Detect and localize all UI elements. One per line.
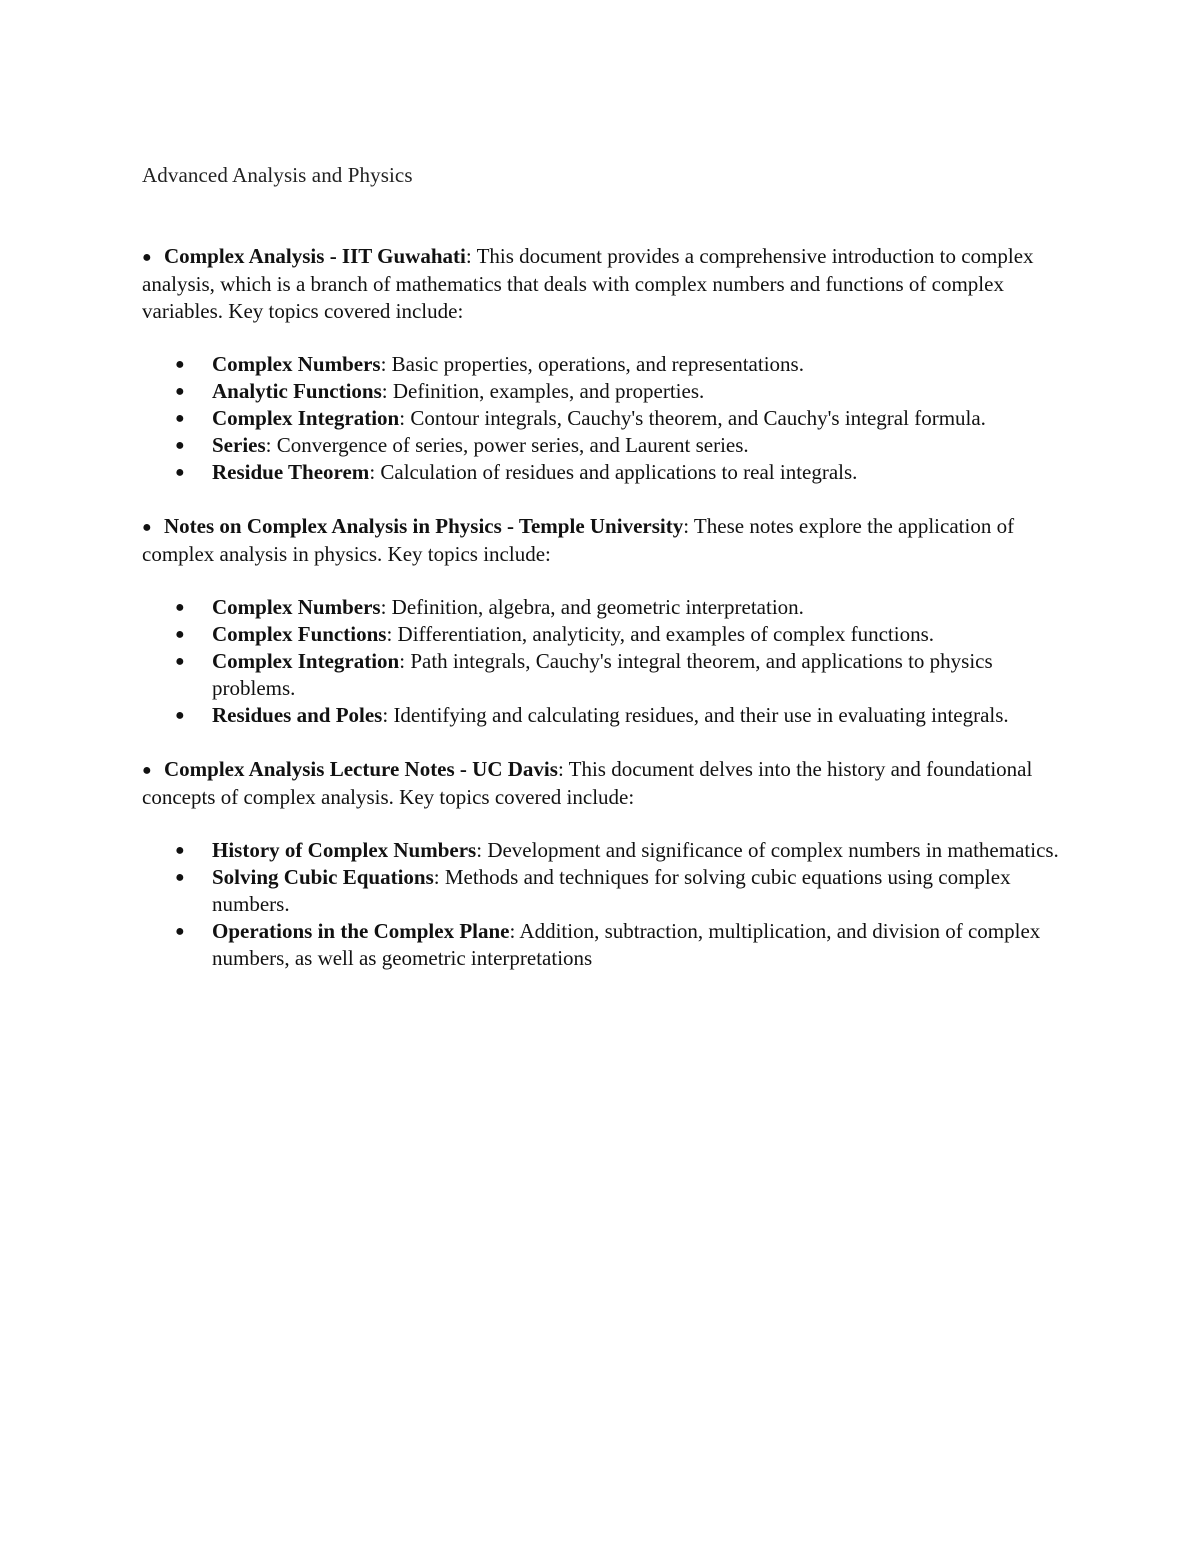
bullet-icon: ● xyxy=(142,249,152,266)
list-item xyxy=(142,459,1062,486)
bullet-icon: ● xyxy=(175,707,185,724)
topic-text: : Basic properties, operations, and representations. xyxy=(380,352,804,376)
bullet-icon: ● xyxy=(175,653,185,670)
bullet-icon: ● xyxy=(175,923,185,940)
topic-term: Residue Theorem xyxy=(212,460,370,484)
topic-term: Complex Numbers xyxy=(212,352,381,376)
list-item xyxy=(142,432,1062,459)
topic-text: : Differentiation, analyticity, and examples of complex functions. xyxy=(386,622,935,646)
topic-term: Complex Numbers xyxy=(212,595,381,619)
topic-list xyxy=(142,594,1062,729)
topic-term: Solving Cubic Equations xyxy=(212,865,434,889)
list-item xyxy=(142,594,1062,621)
bullet-icon: ● xyxy=(142,519,152,536)
topic-list xyxy=(142,837,1062,972)
topic-term: Series xyxy=(212,433,266,457)
topic-text: : Contour integrals, Cauchy's theorem, and Cauchy's integral formula. xyxy=(399,406,986,430)
topic-list xyxy=(142,351,1062,486)
bullet-icon: ● xyxy=(175,842,185,859)
topic-term: Complex Integration xyxy=(212,406,400,430)
list-item xyxy=(142,648,1062,702)
list-item xyxy=(142,405,1062,432)
bullet-icon: ● xyxy=(175,356,185,373)
section xyxy=(142,513,1062,729)
section-heading: Complex Analysis - IIT Guwahati xyxy=(164,244,466,268)
bullet-icon: ● xyxy=(142,762,152,779)
section xyxy=(142,243,1062,486)
bullet-icon: ● xyxy=(175,599,185,616)
list-item xyxy=(142,378,1062,405)
topic-text: : Development and significance of complex numbers in mathematics. xyxy=(476,838,1059,862)
bullet-icon: ● xyxy=(175,626,185,643)
topic-text: : Path integrals, Cauchy's integral theorem, and applications to physics problems. xyxy=(212,649,993,700)
section-heading: Complex Analysis Lecture Notes - UC Davis xyxy=(164,757,558,781)
topic-term: History of Complex Numbers xyxy=(212,838,477,862)
bullet-icon: ● xyxy=(175,464,185,481)
topic-term: Operations in the Complex Plane xyxy=(212,919,510,943)
section-paragraph xyxy=(142,513,1062,568)
section-paragraph xyxy=(142,756,1062,811)
list-item xyxy=(142,864,1062,918)
topic-text: : Definition, algebra, and geometric interpretation. xyxy=(380,595,804,619)
document-body xyxy=(142,243,1062,999)
list-item xyxy=(142,621,1062,648)
list-item xyxy=(142,702,1062,729)
section xyxy=(142,756,1062,972)
list-item xyxy=(142,837,1062,864)
topic-text: : Identifying and calculating residues, and their use in evaluating integrals. xyxy=(382,703,1009,727)
list-item xyxy=(142,918,1062,972)
topic-text: : Calculation of residues and applications to real integrals. xyxy=(369,460,858,484)
document-title: Advanced Analysis and Physics xyxy=(142,163,413,187)
list-item xyxy=(142,351,1062,378)
topic-term: Residues and Poles xyxy=(212,703,383,727)
topic-text: : Addition, subtraction, multiplication, and division of complex numbers, as well as geometric interpretations xyxy=(212,919,1041,970)
topic-term: Analytic Functions xyxy=(212,379,382,403)
bullet-icon: ● xyxy=(175,437,185,454)
bullet-icon: ● xyxy=(175,410,185,427)
topic-text: : Methods and techniques for solving cubic equations using complex numbers. xyxy=(212,865,1011,916)
bullet-icon: ● xyxy=(175,383,185,400)
bullet-icon: ● xyxy=(175,869,185,886)
topic-text: : Convergence of series, power series, and Laurent series. xyxy=(265,433,749,457)
section-heading: Notes on Complex Analysis in Physics - Temple University xyxy=(164,514,684,538)
section-description: : This document delves into the history and foundational concepts of complex analysis. Key topics covered include: xyxy=(142,757,1033,809)
section-description: : These notes explore the application of complex analysis in physics. Key topics include: xyxy=(142,514,1015,566)
section-description: : This document provides a comprehensive introduction to complex analysis, which is a branch of mathematics that deals with complex numbers and functions of complex variables. Key topics covered include: xyxy=(142,244,1034,323)
topic-text: : Definition, examples, and properties. xyxy=(381,379,705,403)
section-paragraph xyxy=(142,243,1062,325)
topic-term: Complex Integration xyxy=(212,649,400,673)
topic-term: Complex Functions xyxy=(212,622,387,646)
